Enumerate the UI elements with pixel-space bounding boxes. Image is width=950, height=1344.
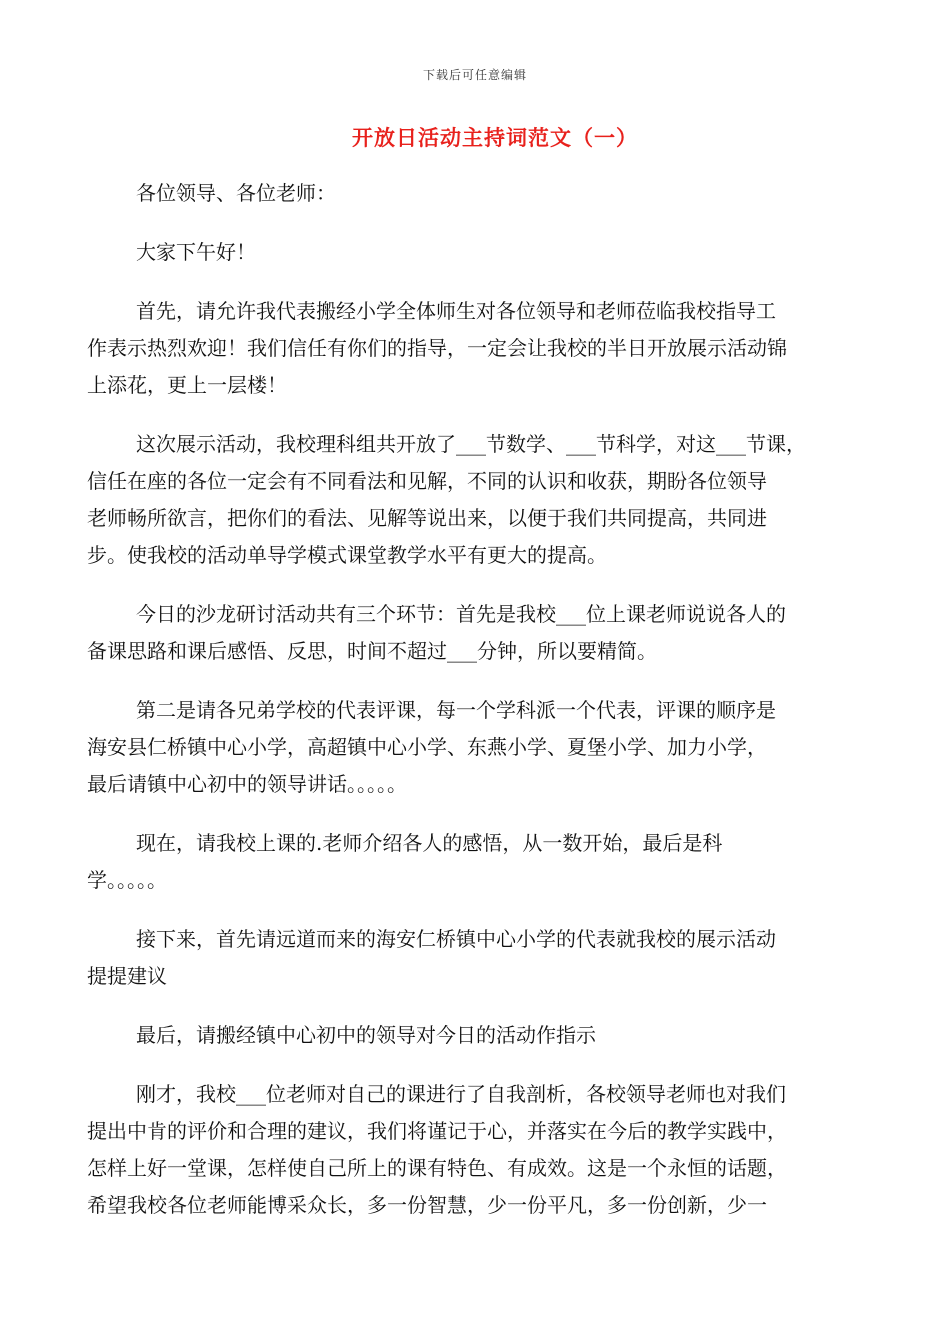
paragraph-greeting: 各位领导、各位老师： bbox=[136, 181, 336, 205]
paragraph-activity: 这次展示活动，我校理科组共开放了___节数学、___节科学，对这___节课， 信任在座的各位一定会有不同看法和见解，不同的认识和收获，期盼各位领导 老师畅所欲言，把你们的看法、见解等说出来，以便于我们共同提高，共同进 步。使我校的活动单导学模式课堂教学水平有更大的提高。 bbox=[87, 432, 806, 567]
paragraph-final-speaker: 最后，请搬经镇中心初中的领导对今日的活动作指示 bbox=[136, 1023, 596, 1047]
paragraph-salutation: 大家下午好！ bbox=[136, 240, 256, 264]
paragraph-closing: 刚才，我校___位老师对自己的课进行了自我剖析，各校领导老师也对我们 提出中肯的评价和合理的建议，我们将谨记于心，并落实在今后的教学实践中， 怎样上好一堂课，怎样使自己所上的课有特色、有成效。这是一个永恒的话题， 希望我校各位老师能博采众长，多一份智慧，少一份平凡，多一份创新，少一 bbox=[87, 1082, 787, 1217]
paragraph-next-speaker: 接下来，首先请远道而来的海安仁桥镇中心小学的代表就我校的展示活动 提提建议 bbox=[87, 927, 776, 988]
header-note: 下载后可任意编辑 bbox=[422, 68, 527, 82]
paragraph-salon: 今日的沙龙研讨活动共有三个环节：首先是我校___位上课老师说说各人的 备课思路和课后感悟、反思，时间不超过___分钟，所以要精简。 bbox=[87, 602, 786, 663]
document-body bbox=[87, 175, 877, 1246]
paragraph-teacher-reflection: 现在，请我校上课的.老师介绍各人的感悟，从一数开始，最后是科 学。。。。。 bbox=[87, 831, 723, 892]
paragraph-welcome: 首先，请允许我代表搬经小学全体师生对各位领导和老师莅临我校指导工 作表示热烈欢迎！我们信任有你们的指导，一定会让我校的半日开放展示活动锦 上添花，更上一层楼！ bbox=[87, 299, 787, 397]
paragraph-review-order: 第二是请各兄弟学校的代表评课，每一个学科派一个代表，评课的顺序是 海安县仁桥镇中心小学，高超镇中心小学、东燕小学、夏堡小学、加力小学， 最后请镇中心初中的领导讲话。。。。。 bbox=[87, 698, 776, 796]
document-title: 开放日活动主持词范文（一） bbox=[352, 125, 638, 150]
